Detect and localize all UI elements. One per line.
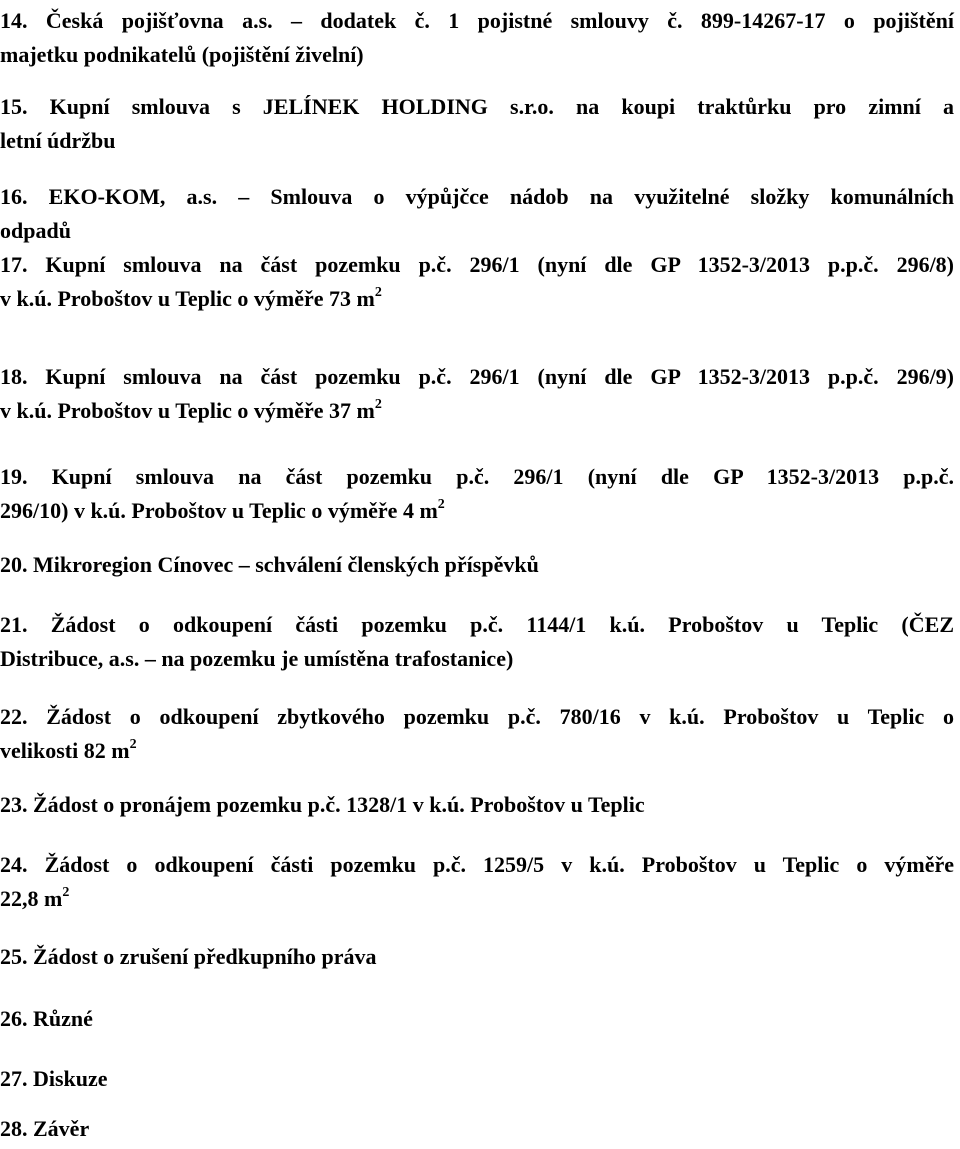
item-number: 24. (0, 852, 28, 877)
item-text-line: Distribuce, a.s. – na pozemku je umístěna trafostanice) (0, 646, 514, 671)
superscript: 2 (374, 284, 382, 300)
item-text-line: velikosti 82 m (0, 738, 130, 763)
item-number: 20. (0, 552, 28, 577)
item-number: 21. (0, 612, 28, 637)
agenda-item-18 (0, 360, 954, 428)
item-text-line: 22,8 m (0, 886, 63, 911)
agenda-item-25 (0, 940, 954, 974)
agenda-item-15 (0, 90, 954, 158)
item-text-line: EKO-KOM, a.s. – Smlouva o výpůjčce nádob na využitelné složky komunálních (48, 184, 955, 209)
item-text-line: odpadů (0, 218, 71, 243)
item-number: 15. (0, 94, 28, 119)
item-number: 27. (0, 1066, 28, 1091)
item-number: 19. (0, 464, 28, 489)
item-number: 28. (0, 1116, 28, 1141)
item-number: 22. (0, 704, 28, 729)
item-number: 14. (0, 8, 28, 33)
item-text-line: Žádost o odkoupení části pozemku p.č. 1144/1 k.ú. Proboštov u Teplic (ČEZ (50, 612, 954, 637)
superscript: 2 (62, 884, 70, 900)
item-number: 16. (0, 184, 28, 209)
item-number: 17. (0, 252, 28, 277)
item-number: 26. (0, 1006, 28, 1031)
item-text-line: Diskuze (33, 1066, 108, 1091)
item-text-line: v k.ú. Proboštov u Teplic o výměře 37 m (0, 398, 375, 423)
item-text-line: Závěr (33, 1116, 90, 1141)
item-text-line: 296/10) v k.ú. Proboštov u Teplic o výměře 4 m (0, 498, 438, 523)
item-text-line: Žádost o odkoupení zbytkového pozemku p.č. 780/16 v k.ú. Proboštov u Teplic o (46, 704, 954, 729)
item-number: 23. (0, 792, 28, 817)
item-text-line: Žádost o odkoupení části pozemku p.č. 1259/5 v k.ú. Proboštov u Teplic o výměře (44, 852, 955, 877)
agenda-item-27 (0, 1062, 954, 1096)
item-text-line: Žádost o zrušení předkupního práva (33, 944, 377, 969)
item-text-line: Mikroregion Cínovec – schválení členských příspěvků (33, 552, 539, 577)
item-text-line: Kupní smlouva na část pozemku p.č. 296/1 (nyní dle GP 1352-3/2013 p.p.č. (51, 464, 954, 489)
item-number: 18. (0, 364, 28, 389)
item-text-line: Česká pojišťovna a.s. – dodatek č. 1 pojistné smlouvy č. 899-14267-17 o pojištění (45, 8, 955, 33)
item-text-line: Různé (33, 1006, 93, 1031)
agenda-item-21 (0, 608, 954, 676)
item-text-line: Žádost o pronájem pozemku p.č. 1328/1 v k.ú. Proboštov u Teplic (33, 792, 645, 817)
agenda-item-22 (0, 700, 954, 768)
item-text-line: letní údržbu (0, 128, 116, 153)
agenda-item-26 (0, 1002, 954, 1036)
item-text-line: majetku podnikatelů (pojištění živelní) (0, 42, 364, 67)
item-number: 25. (0, 944, 28, 969)
item-text-line: v k.ú. Proboštov u Teplic o výměře 73 m (0, 286, 375, 311)
agenda-item-16 (0, 180, 954, 248)
superscript: 2 (437, 496, 445, 512)
superscript: 2 (374, 396, 382, 412)
superscript: 2 (129, 736, 137, 752)
item-text-line: Kupní smlouva na část pozemku p.č. 296/1 (nyní dle GP 1352-3/2013 p.p.č. 296/9) (45, 364, 955, 389)
agenda-item-19 (0, 460, 954, 528)
item-text-line: Kupní smlouva s JELÍNEK HOLDING s.r.o. na koupi traktůrku pro zimní a (49, 94, 955, 119)
agenda-item-17 (0, 248, 954, 316)
item-text-line: Kupní smlouva na část pozemku p.č. 296/1 (nyní dle GP 1352-3/2013 p.p.č. 296/8) (45, 252, 955, 277)
agenda-item-24 (0, 848, 954, 916)
agenda-item-14 (0, 4, 954, 72)
agenda-item-28 (0, 1112, 954, 1146)
agenda-item-20 (0, 548, 954, 582)
agenda-item-23 (0, 788, 954, 822)
